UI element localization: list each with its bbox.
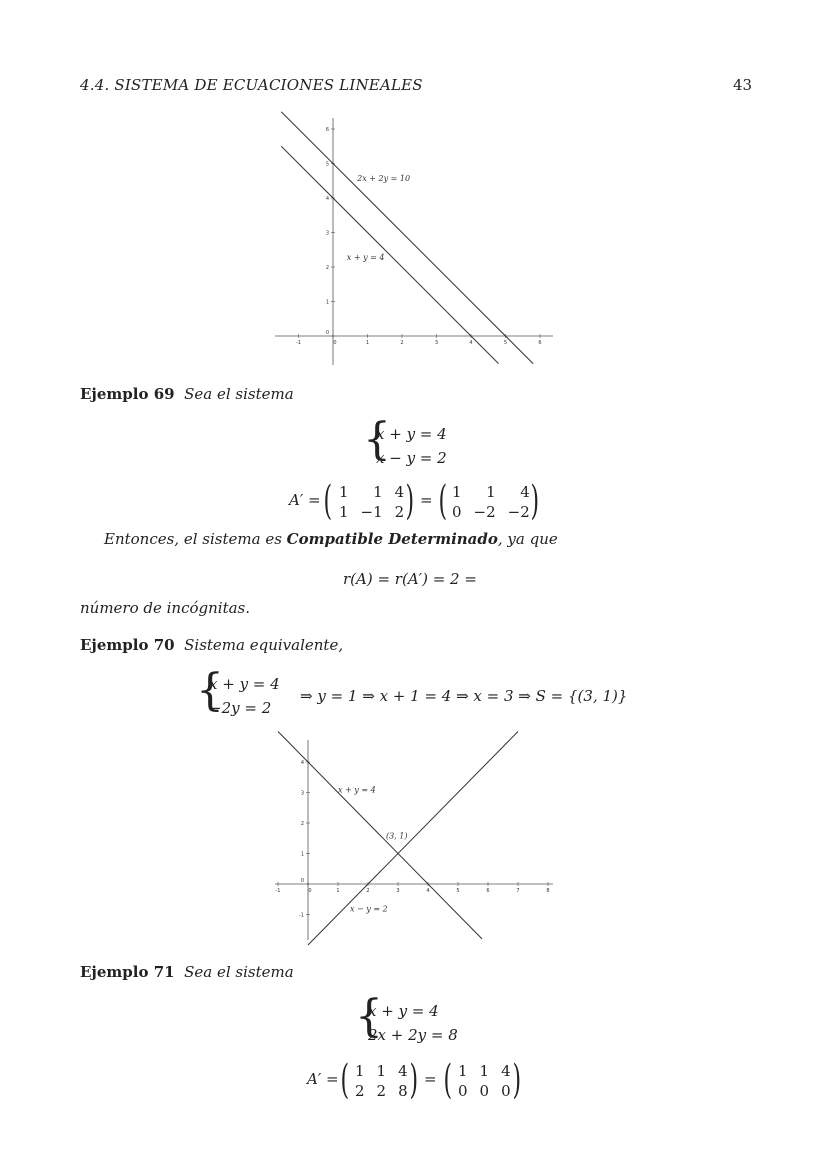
cell: 1 — [373, 483, 383, 501]
cell: 4 — [520, 483, 530, 501]
y-tick-label: 5 — [325, 161, 329, 168]
rank-equation: r(A) = r(A′) = 2 = — [343, 570, 477, 588]
ex69-eq1: x + y = 4 — [376, 425, 447, 443]
cell: 4 — [501, 1062, 511, 1080]
y-tick-label: 2 — [300, 821, 304, 827]
y-tick-label: 4 — [325, 196, 329, 202]
series-line-1 — [281, 112, 533, 364]
ex71-matrix-label: A′ = — [307, 1070, 339, 1088]
ex70-solution-chain: ⇒ y = 1 ⇒ x + 1 = 4 ⇒ x = 3 ⇒ S = {(3, 1)} — [300, 687, 628, 705]
page-number: 43 — [733, 76, 753, 94]
system-brace: { — [196, 665, 224, 716]
x-tick-label: 4 — [469, 340, 473, 346]
x-tick-label: 3 — [396, 888, 400, 894]
y-tick-label: 1 — [300, 851, 304, 858]
text: Entonces, el sistema es — [104, 530, 287, 548]
emphasis: Compatible Determinado — [286, 530, 498, 548]
line-label-2: x + y = 4 — [346, 253, 385, 263]
cell: 1 — [339, 503, 349, 521]
x-tick-label: 6 — [486, 888, 490, 894]
ex69-eq2: x − y = 2 — [376, 449, 447, 467]
example-70-title: Ejemplo 70 — [80, 636, 175, 654]
cell: 1 — [376, 1062, 387, 1080]
example-69-intro: Sea el sistema — [184, 385, 294, 403]
example-71-title: Ejemplo 71 — [80, 963, 175, 981]
example-71-intro: Sea el sistema — [184, 963, 294, 981]
y-tick-label: 1 — [325, 299, 329, 306]
x-tick-label: 8 — [546, 888, 550, 894]
ex69-matrix-label: A′ = — [289, 491, 321, 509]
paren-left: ( — [443, 1057, 453, 1103]
example-70-heading — [80, 636, 343, 654]
equals-sign: = — [420, 491, 433, 509]
cell: −1 — [360, 503, 383, 521]
cell: 2 — [355, 1082, 365, 1100]
cell: 8 — [398, 1082, 408, 1100]
cell: −2 — [507, 503, 530, 521]
y-tick-label: 0 — [325, 330, 329, 336]
cell: 2 — [376, 1082, 387, 1100]
series-line-2 — [308, 732, 518, 946]
y-tick-label: 2 — [325, 265, 329, 271]
cell: 1 — [486, 483, 496, 501]
y-tick-label: 3 — [300, 790, 304, 797]
ex71-matrix-1 — [349, 1061, 414, 1101]
cell: 1 — [339, 483, 349, 501]
running-header: 4.4. SISTEMA DE ECUACIONES LINEALES — [80, 76, 423, 94]
ex71-matrix-2 — [452, 1061, 517, 1101]
cell: 0 — [501, 1082, 511, 1100]
paren-left: ( — [438, 478, 448, 524]
x-tick-label: 6 — [538, 340, 542, 346]
example-69-heading — [80, 385, 294, 403]
cell: 0 — [458, 1082, 468, 1100]
cell: 4 — [398, 1062, 408, 1080]
line-label-2: x − y = 2 — [350, 904, 388, 914]
line-label-1: x + y = 4 — [338, 785, 376, 795]
x-tick-label: 4 — [426, 888, 430, 894]
ex70-eq1: x + y = 4 — [209, 675, 280, 693]
x-tick-label: 7 — [516, 888, 520, 894]
cell: 2 — [394, 503, 405, 521]
cell: 1 — [458, 1062, 468, 1080]
ex69-matrix-2 — [446, 482, 536, 522]
ex71-eq1: x + y = 4 — [368, 1002, 439, 1020]
ex70-eq2: −2y = 2 — [209, 699, 272, 717]
x-tick-label: 3 — [434, 340, 439, 346]
x-tick-label: 0 — [333, 340, 337, 346]
paren-right: ) — [512, 1057, 522, 1103]
y-tick-label: 3 — [325, 230, 329, 237]
cell: 0 — [479, 1082, 490, 1100]
line-label-1: 2x + 2y = 10 — [357, 173, 411, 183]
cell: 0 — [452, 503, 462, 521]
paren-left: ( — [323, 478, 333, 524]
line-label-3: (3, 1) — [386, 831, 408, 841]
cell: 1 — [479, 1062, 490, 1080]
x-tick-label: 1 — [336, 888, 340, 894]
y-tick-label: 4 — [300, 760, 304, 766]
cell: 1 — [452, 483, 462, 501]
paren-right: ) — [409, 1057, 419, 1103]
ex69-conclusion — [104, 530, 558, 548]
text: , ya que — [497, 530, 558, 548]
x-tick-label: -1 — [296, 340, 301, 346]
graph-parallel-lines — [270, 110, 560, 370]
x-tick-label: 0 — [308, 888, 312, 894]
x-tick-label: 2 — [400, 340, 404, 346]
cell: −2 — [473, 503, 496, 521]
ex71-eq2: 2x + 2y = 8 — [368, 1026, 458, 1044]
system-brace: { — [363, 414, 391, 465]
cell: 4 — [394, 483, 405, 501]
graph-intersecting-lines — [270, 735, 560, 945]
equals-sign: = — [424, 1070, 437, 1088]
cell: 1 — [355, 1062, 365, 1080]
paren-left: ( — [340, 1057, 350, 1103]
paren-right: ) — [405, 478, 415, 524]
paren-right: ) — [530, 478, 540, 524]
y-tick-label: 6 — [325, 127, 329, 133]
example-69-title: Ejemplo 69 — [80, 385, 175, 403]
x-tick-label: 5 — [503, 340, 508, 346]
y-tick-label: 0 — [300, 878, 304, 884]
y-tick-label: -1 — [299, 912, 304, 919]
x-tick-label: 5 — [456, 888, 460, 894]
system-brace: { — [355, 991, 383, 1042]
x-tick-label: 1 — [365, 340, 370, 346]
x-tick-label: 2 — [366, 888, 370, 894]
x-tick-label: -1 — [275, 888, 281, 894]
example-71-heading — [80, 963, 294, 981]
ex69-matrix-1 — [333, 482, 410, 522]
example-70-intro: Sistema equivalente, — [184, 636, 344, 654]
incognitas-text: número de incógnitas. — [80, 599, 251, 617]
